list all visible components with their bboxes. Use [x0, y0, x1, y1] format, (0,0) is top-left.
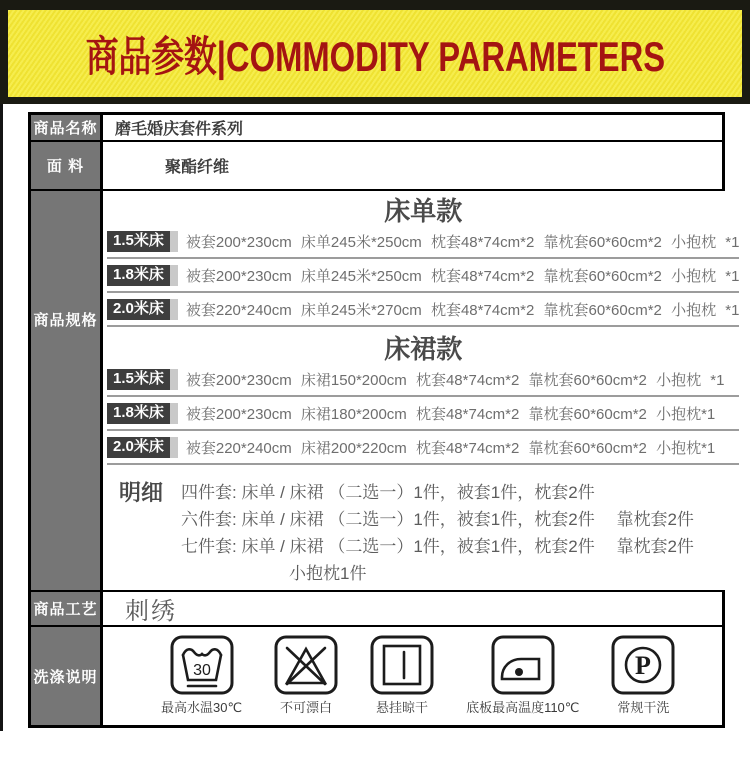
fabric-value: 聚酯纤维 [103, 142, 722, 189]
wash-caption: 底板最高温度110℃ [466, 700, 580, 715]
wash-item [274, 635, 338, 716]
chip-tail [170, 369, 178, 390]
wash-item [466, 635, 579, 716]
bed-size-chip: 2.0米床 [107, 299, 170, 320]
chip-tail [170, 403, 178, 424]
row-label: 商品工艺 [31, 592, 103, 625]
row-label: 面 料 [31, 142, 103, 189]
bed-size-chip: 1.8米床 [107, 265, 170, 286]
spec-text: 被套200*230cm 床裙150*200cm 枕套48*74cm*2 靠枕套60*60cm*2 小抱枕 *1 [185, 372, 725, 389]
svg-text:30: 30 [192, 662, 211, 679]
spec-section-heading: 床裙款 [384, 334, 463, 364]
parameters-table [28, 112, 740, 728]
row-label: 洗涤说明 [31, 627, 103, 725]
table-row-product-name [31, 115, 722, 140]
detail-block [107, 479, 739, 587]
detail-label: 明细 [119, 480, 164, 505]
chip-tail [170, 265, 178, 286]
wash-caption: 常规干洗 [617, 700, 670, 715]
craft-value: 刺绣 [103, 592, 722, 625]
banner [0, 0, 750, 104]
page-title: 商品参数|COMMODITY PARAMETERS [85, 32, 665, 80]
spec-text: 被套200*230cm 床单245米*250cm 枕套48*74cm*2 靠枕套60*60cm*2 小抱枕 *1 [185, 268, 740, 285]
row-label: 商品名称 [31, 115, 103, 140]
spec-row [107, 231, 739, 259]
row-label: 商品规格 [31, 191, 103, 590]
spec-row [107, 369, 739, 397]
detail-lines [181, 479, 694, 587]
do-not-bleach-icon [274, 635, 338, 695]
bed-size-chip: 2.0米床 [107, 437, 170, 458]
hang-dry-icon [370, 635, 434, 695]
spec-row [107, 265, 739, 293]
specs-content [103, 191, 747, 590]
wash-item [161, 635, 242, 716]
wash-item [611, 635, 675, 716]
chip-tail [170, 437, 178, 458]
detail-line-continuation: 小抱枕1件 [289, 564, 367, 583]
spec-text: 被套200*230cm 床单245米*250cm 枕套48*74cm*2 靠枕套60*60cm*2 小抱枕 *1 [185, 234, 740, 251]
dry-clean-icon [611, 635, 675, 695]
bed-size-chip: 1.8米床 [107, 403, 170, 424]
spec-text: 被套200*230cm 床裙180*200cm 枕套48*74cm*2 靠枕套60*60cm*2 小抱枕*1 [185, 406, 716, 423]
detail-line: 七件套: 床单 / 床裙 （二选一）1件，被套1件，枕套2件 靠枕套2件 [181, 537, 694, 556]
svg-text:P: P [635, 651, 652, 680]
iron-max-110-icon [491, 635, 555, 695]
table-row-craft [31, 590, 722, 625]
table-row-fabric [31, 140, 722, 189]
bed-size-chip: 1.5米床 [107, 231, 170, 252]
spec-row [107, 299, 739, 327]
spec-text: 被套220*240cm 床单245米*270cm 枕套48*74cm*2 靠枕套60*60cm*2 小抱枕 *1 [185, 302, 740, 319]
chip-tail [170, 231, 178, 252]
page-edge-line [0, 104, 3, 731]
chip-tail [170, 299, 178, 320]
product-name-value: 磨毛婚庆套件系列 [103, 115, 722, 140]
spec-text: 被套220*240cm 床裙200*220cm 枕套48*74cm*2 靠枕套60*60cm*2 小抱枕*1 [185, 440, 716, 457]
bed-size-chip: 1.5米床 [107, 369, 170, 390]
detail-line: 四件套: 床单 / 床裙 （二选一）1件，被套1件，枕套2件 [181, 483, 595, 502]
table-row-specs [31, 189, 740, 590]
table-row-washing [31, 625, 722, 725]
banner-panel [8, 10, 742, 97]
washing-content [103, 627, 722, 725]
spec-row [107, 403, 739, 431]
detail-line: 六件套: 床单 / 床裙 （二选一）1件，被套1件，枕套2件 靠枕套2件 [181, 510, 694, 529]
wash-caption: 不可漂白 [280, 700, 333, 715]
wash-item [370, 635, 434, 716]
spec-row [107, 437, 739, 465]
wash-temp-30-icon [170, 635, 234, 695]
wash-caption: 最高水温30℃ [161, 700, 243, 715]
spec-section-heading: 床单款 [384, 196, 463, 226]
wash-caption: 悬挂晾干 [376, 700, 429, 715]
